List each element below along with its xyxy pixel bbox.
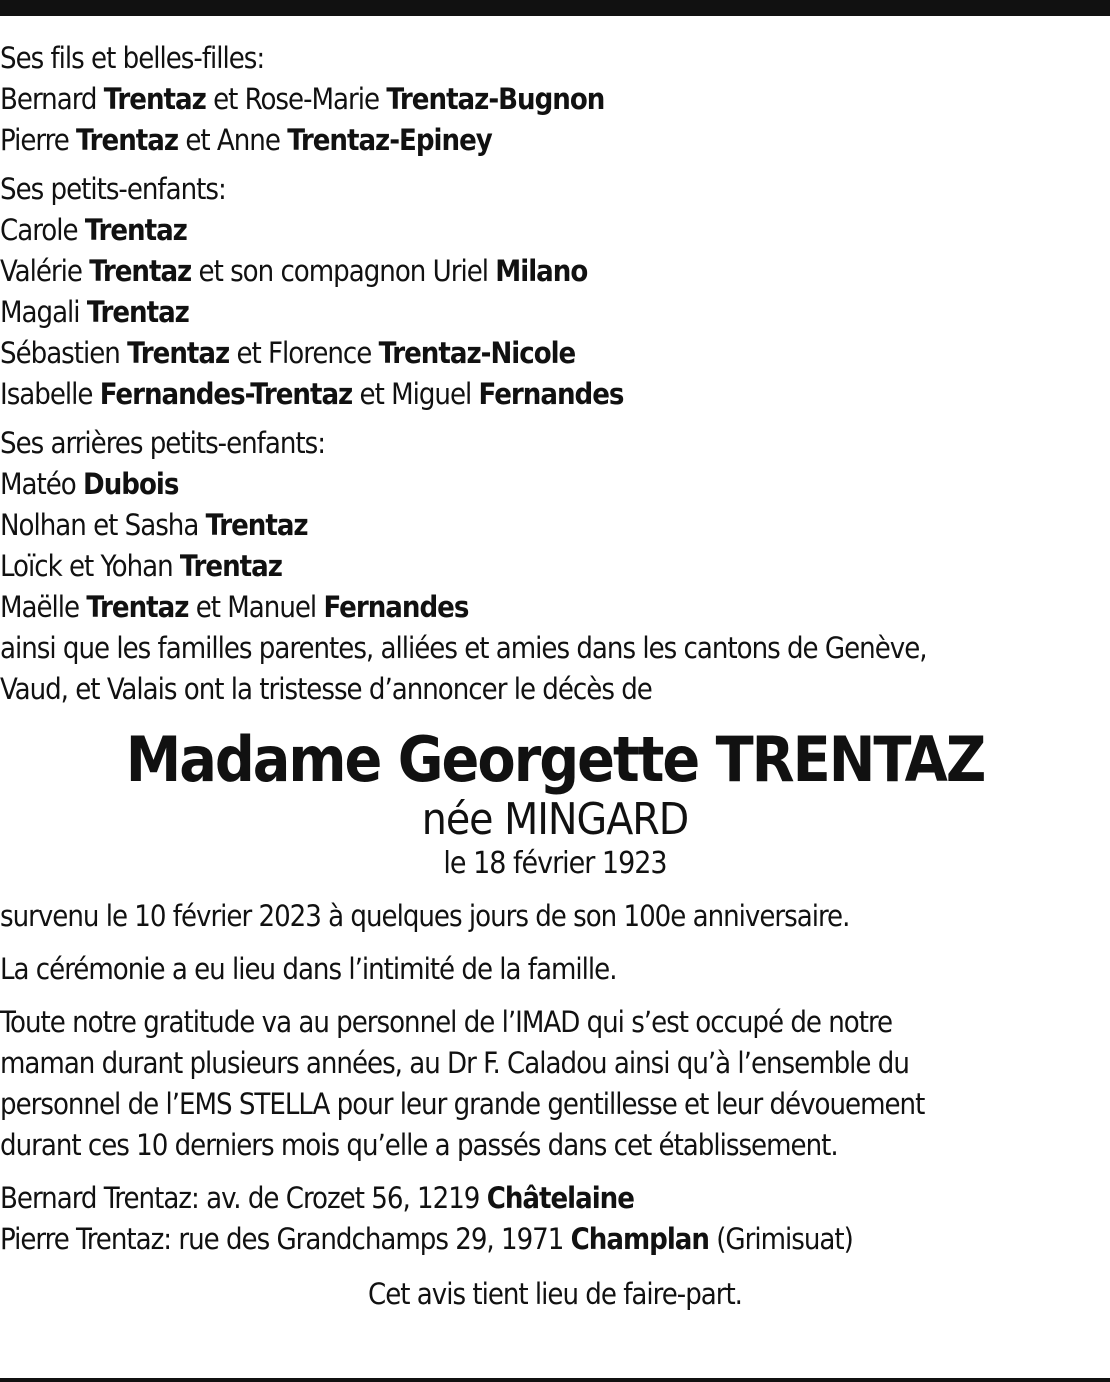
gratitude-paragraph	[0, 1002, 1110, 1166]
gratitude-line: Toute notre gratitude va au personnel de l’IMAD qui s’est occupé de notre	[0, 1005, 893, 1039]
ceremony-paragraph	[0, 949, 1110, 990]
death-paragraph	[0, 896, 1110, 937]
death-text: survenu le 10 février 2023 à quelques jours de son 100e anniversaire.	[0, 899, 850, 933]
family-line: Valérie Trentaz et son compagnon Uriel Milano	[0, 254, 588, 288]
birth-date: le 18 février 1923	[443, 846, 667, 881]
family-line: Matéo Dubois	[0, 467, 179, 501]
family-line: Magali Trentaz	[0, 295, 189, 329]
family-line: Pierre Trentaz et Anne Trentaz-Epiney	[0, 123, 492, 157]
footer-note: Cet avis tient lieu de faire-part.	[368, 1277, 742, 1311]
family-line: Carole Trentaz	[0, 213, 187, 247]
details-section	[0, 896, 1110, 1166]
grandchildren-heading: Ses petits-enfants:	[0, 172, 226, 206]
family-line: Loïck et Yohan Trentaz	[0, 549, 282, 583]
family-line: Bernard Trentaz et Rose-Marie Trentaz-Bugnon	[0, 82, 605, 116]
grandchildren-section	[0, 169, 1110, 415]
addresses-section	[0, 1178, 1110, 1260]
address-line: Pierre Trentaz: rue des Grandchamps 29, 1971 Champlan (Grimisuat)	[0, 1222, 853, 1256]
gratitude-line: maman durant plusieurs années, au Dr F. Caladou ainsi qu’à l’ensemble du	[0, 1046, 909, 1080]
top-rule	[0, 0, 1110, 16]
family-line: Maëlle Trentaz et Manuel Fernandes	[0, 590, 469, 624]
deceased-name: Madame Georgette TRENTAZ	[125, 723, 985, 796]
birth-name: née MINGARD	[421, 794, 689, 845]
bottom-rule	[0, 1378, 1110, 1382]
address-line: Bernard Trentaz: av. de Crozet 56, 1219 Châtelaine	[0, 1181, 634, 1215]
family-line: Isabelle Fernandes-Trentaz et Miguel Fernandes	[0, 377, 624, 411]
sons-heading: Ses fils et belles-filles:	[0, 41, 265, 75]
sons-section	[0, 38, 1110, 161]
ceremony-text: La cérémonie a eu lieu dans l’intimité de la famille.	[0, 952, 617, 986]
family-line: Nolhan et Sasha Trentaz	[0, 508, 308, 542]
gratitude-line: durant ces 10 derniers mois qu’elle a passés dans cet établissement.	[0, 1128, 838, 1162]
great-grandchildren-heading: Ses arrières petits-enfants:	[0, 426, 325, 460]
great-grandchildren-section	[0, 423, 1110, 710]
obituary-notice	[0, 38, 1110, 1315]
deceased-block	[0, 724, 1110, 884]
announcement-line: ainsi que les familles parentes, alliées et amies dans les cantons de Genève,	[0, 631, 927, 665]
family-line: Sébastien Trentaz et Florence Trentaz-Nicole	[0, 336, 576, 370]
gratitude-line: personnel de l’EMS STELLA pour leur grande gentillesse et leur dévouement	[0, 1087, 925, 1121]
announcement-line: Vaud, et Valais ont la tristesse d’annoncer le décès de	[0, 672, 652, 706]
